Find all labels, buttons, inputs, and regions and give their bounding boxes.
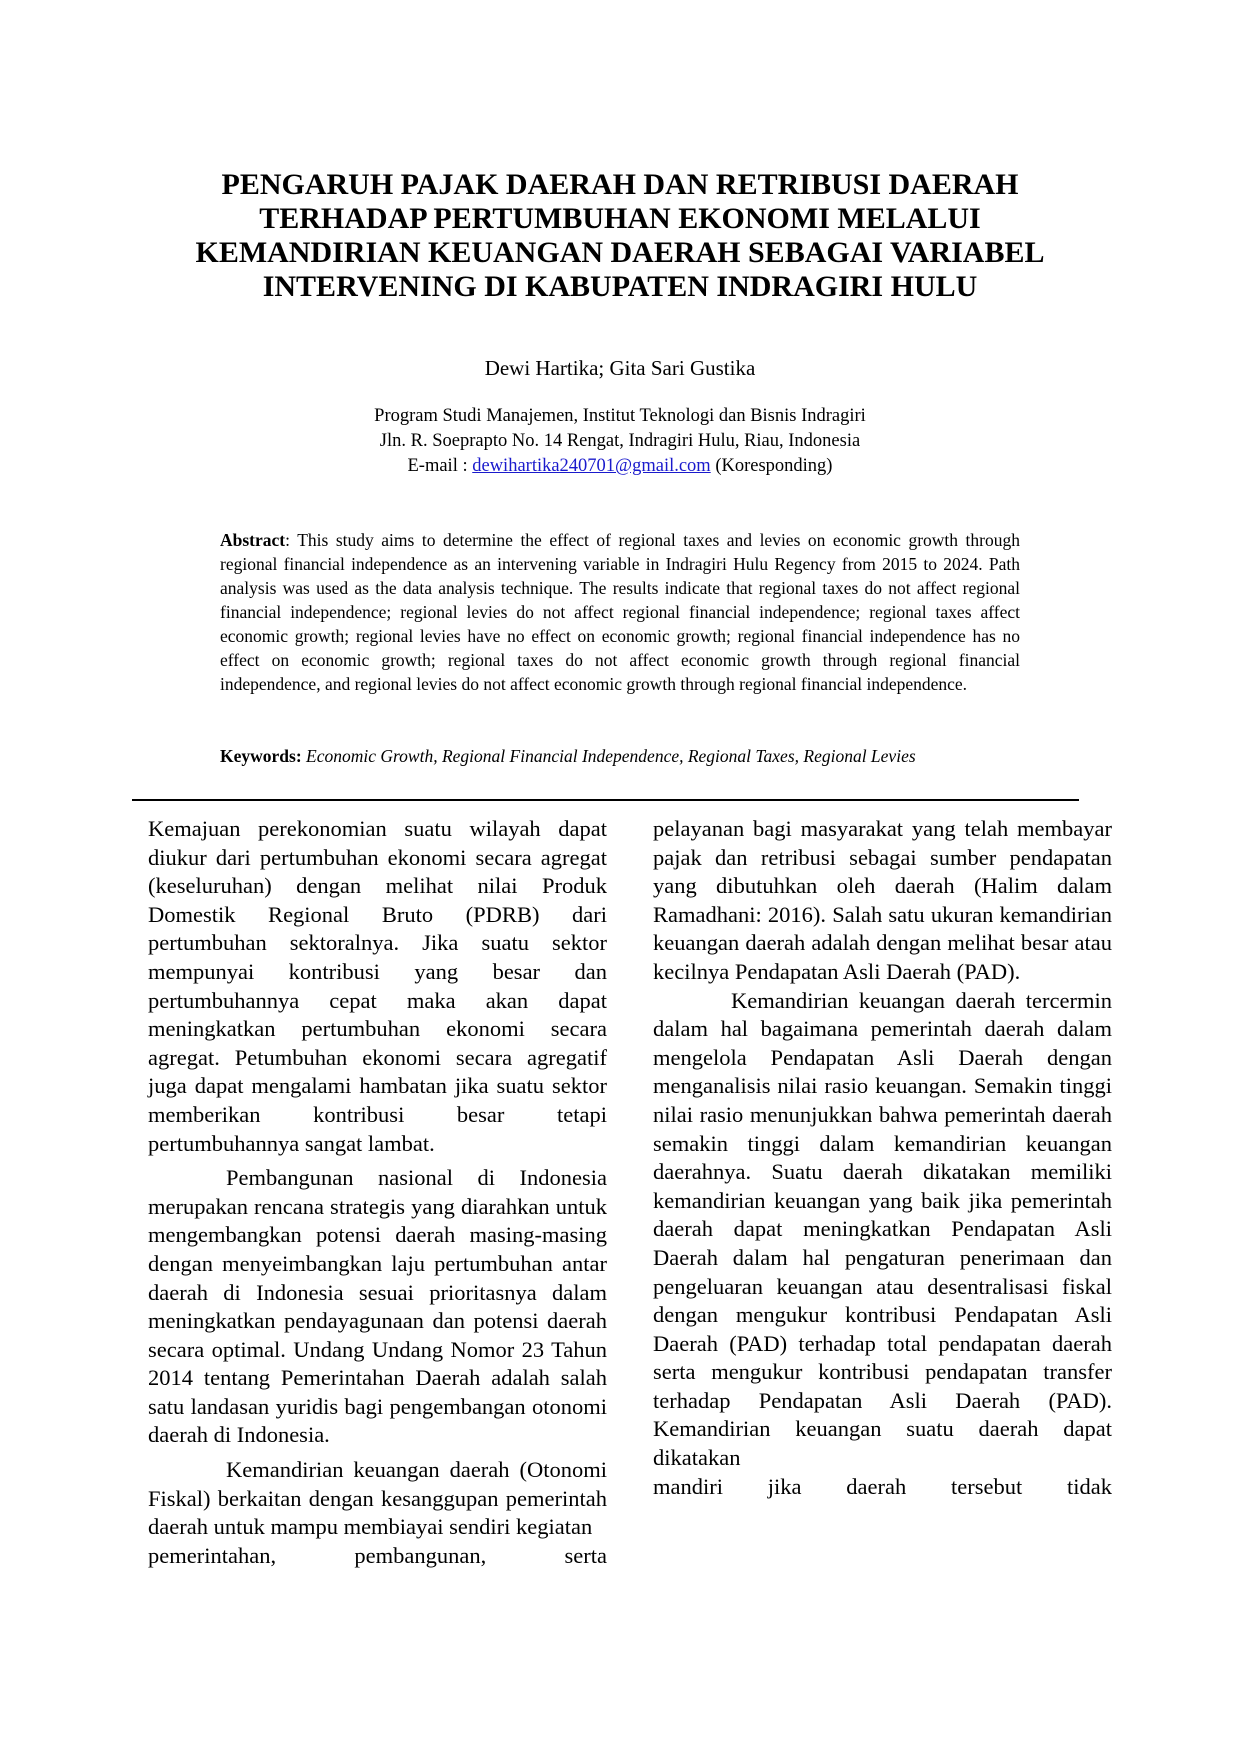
title-line-4: INTERVENING DI KABUPATEN INDRAGIRI HULU xyxy=(262,270,978,303)
abstract-label: Abstract xyxy=(220,530,286,550)
abstract xyxy=(220,528,1020,696)
keywords xyxy=(220,744,1020,768)
title-line-3: KEMANDIRIAN KEUANGAN DAERAH SEBAGAI VARIABEL xyxy=(195,236,1045,269)
left-paragraph-3: Kemandirian keuangan daerah (Otonomi Fiskal) berkaitan dengan kesanggupan pemerintah daerah untuk mampu membiayai sendiri kegiatan xyxy=(148,1457,607,1540)
left-paragraph-2: Pembangunan nasional di Indonesia merupakan rencana strategis yang diarahkan untuk mengembangkan potensi daerah masing-masing dengan menyeimbangkan laju pertumbuhan antar daerah di Indonesia sesuai prioritasnya dalam meningkatkan pendayagunaan dan potensi daerah secara optimal. Undang Undang Nomor 23 Tahun 2014 tentang Pemerintahan Daerah adalah salah satu landasan yuridis bagi pengembangan otonomi daerah di Indonesia. xyxy=(148,1165,607,1448)
body-column-right xyxy=(653,815,1112,1501)
title-line-2: TERHADAP PERTUMBUHAN EKONOMI MELALUI xyxy=(259,202,981,235)
word: daerah xyxy=(846,1473,907,1499)
word: serta xyxy=(564,1542,607,1568)
word: pembangunan, xyxy=(354,1542,487,1568)
authors: Dewi Hartika; Gita Sari Gustika xyxy=(484,356,756,380)
body-column-left xyxy=(148,815,607,1570)
right-paragraph-2: Kemandirian keuangan daerah tercermin dalam hal bagaimana pemerintah daerah dalam mengelola Pendapatan Asli Daerah dengan menganalisis nilai rasio keuangan. Semakin tinggi nilai rasio menunjukkan bahwa pemerintah daerah semakin tinggi dalam kemandirian keuangan daerahnya. Suatu daerah dikatakan memiliki kemandirian keuangan yang baik jika pemerintah daerah dapat meningkatkan Pendapatan Asli Daerah dalam hal pengaturan penerimaan dan pengeluaran keuangan atau desentralisasi fiskal dengan mengukur kontribusi Pendapatan Asli Daerah (PAD) terhadap total pendapatan daerah serta mengukur kontribusi pendapatan transfer terhadap Pendapatan Asli Daerah (PAD). Kemandirian keuangan suatu daerah dapat dikatakan xyxy=(653,987,1112,1471)
word: mandiri xyxy=(653,1473,723,1499)
right-paragraph-2-last-line xyxy=(653,1473,1112,1502)
email-note: (Koresponding) xyxy=(715,456,833,476)
abstract-text: : This study aims to determine the effect of regional taxes and levies on economic growth through regional financial independence as an intervening variable in Indragiri Hulu Regency from 2015 to 2024. Path analysis was used as the data analysis technique. The results indicate that regional taxes do not affect regional financial independence; regional levies do not affect regional financial independence; regional taxes affect economic growth; regional levies have no effect on economic growth; regional financial independence has no effect on economic growth; regional taxes do not affect economic growth through regional financial independence, and regional levies do not affect economic growth through regional financial independence. xyxy=(220,530,1020,694)
email-label: E-mail : xyxy=(407,456,468,476)
email-link[interactable]: dewihartika240701@gmail.com xyxy=(472,456,711,476)
email-line xyxy=(150,454,1090,479)
institution: Program Studi Manajemen, Institut Teknologi dan Bisnis Indragiri xyxy=(374,406,866,426)
left-paragraph-1: Kemajuan perekonomian suatu wilayah dapat diukur dari pertumbuhan ekonomi secara agregat (keseluruhan) dengan melihat nilai Produk Domestik Regional Bruto (PDRB) dari pertumbuhan sektoralnya. Jika suatu sektor mempunyai kontribusi yang besar dan pertumbuhannya cepat maka akan dapat meningkatkan pertumbuhan ekonomi secara agregat. Petumbuhan ekonomi secara agregatif juga dapat mengalami hambatan jika suatu sektor memberikan kontribusi besar tetapi pertumbuhannya sangat lambat. xyxy=(148,816,607,1156)
address: Jln. R. Soeprapto No. 14 Rengat, Indragiri Hulu, Riau, Indonesia xyxy=(379,431,861,451)
affiliation xyxy=(150,404,1090,479)
section-divider xyxy=(132,799,1079,801)
title-line-1: PENGARUH PAJAK DAERAH DAN RETRIBUSI DAERAH xyxy=(221,168,1019,201)
word: tersebut xyxy=(950,1473,1023,1499)
left-paragraph-3-last-line xyxy=(148,1542,607,1571)
word: jika xyxy=(767,1473,802,1499)
word: pemerintahan, xyxy=(148,1542,277,1568)
right-paragraph-1: pelayanan bagi masyarakat yang telah membayar pajak dan retribusi sebagai sumber pendapatan yang dibutuhkan oleh daerah (Halim dalam Ramadhani: 2016). Salah satu ukuran kemandirian keuangan daerah adalah dengan melihat besar atau kecilnya Pendapatan Asli Daerah (PAD). xyxy=(653,816,1112,984)
keywords-label: Keywords: xyxy=(220,746,302,766)
keywords-text: Economic Growth, Regional Financial Independence, Regional Taxes, Regional Levies xyxy=(306,746,916,766)
paper-title xyxy=(150,168,1090,304)
word: tidak xyxy=(1066,1473,1112,1499)
